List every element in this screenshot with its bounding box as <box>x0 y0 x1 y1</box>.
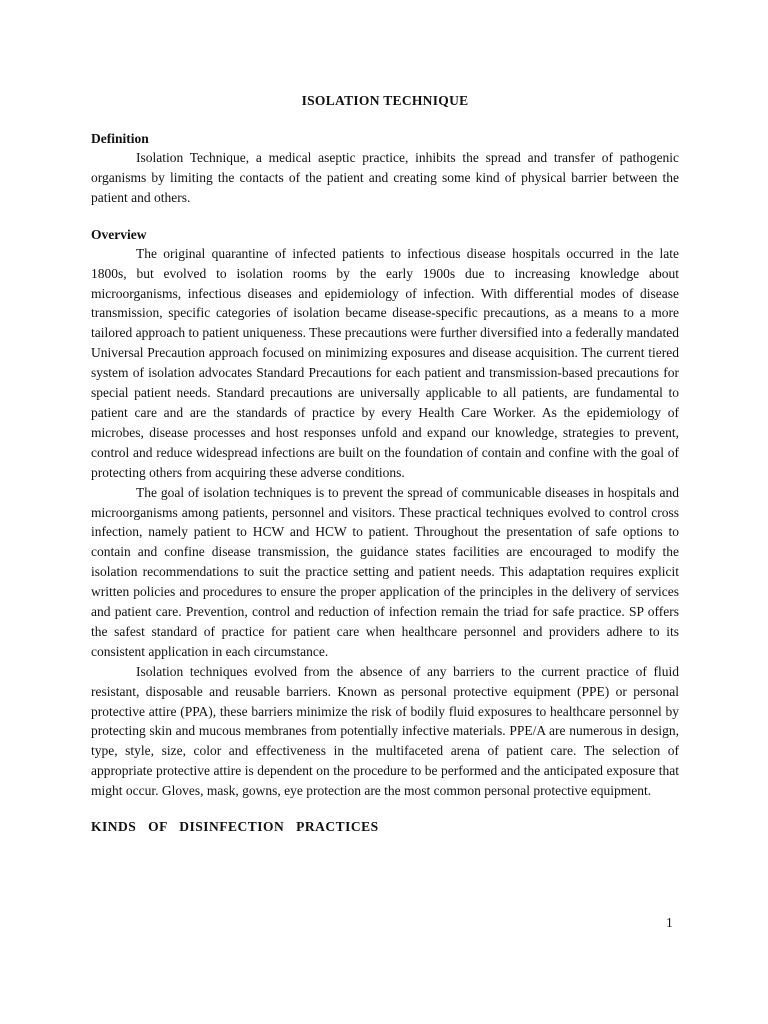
document-title: ISOLATION TECHNIQUE <box>301 93 469 108</box>
overview-paragraph-1: The original quarantine of infected patients to infectious disease hospitals occurred in the late 1800s, but evolved to isolation rooms by the early 1900s due to increasing knowledge about microorganisms, infectious diseases and epidemiology of infection. With differential modes of disease transmission, specific categories of isolation became disease-specific precautions, as a means to a more tailored approach to patient uniqueness. These precautions were further diversified into a federally mandated Universal Precaution approach focused on minimizing exposures and disease acquisition. The current tiered system of isolation advocates Standard Precautions for each patient and transmission-based precautions for special patient needs. Standard precautions are universally applicable to all patients, are fundamental to patient care and are the standards of practice by every Health Care Worker. As the epidemiology of microbes, disease processes and host responses unfold and expand our knowledge, strategies to prevent, control and reduce widespread infections are built on the foundation of contain and confine with the goal of protecting others from acquiring these adverse conditions. <box>91 245 679 480</box>
overview-paragraph-3: Isolation techniques evolved from the absence of any barriers to the current practice of fluid resistant, disposable and reusable barriers. Known as personal protective equipment (PPE) or personal protective attire (PPA), these barriers minimize the risk of bodily fluid exposures to healthcare personnel by protecting skin and mucous membranes from potentially infective materials. PPE/A are numerous in design, type, style, size, color and effectiveness in the multifaceted arena of patient care. The selection of appropriate protective attire is dependent on the procedure to be performed and the anticipated exposure that might occur. Gloves, mask, gowns, eye protection are the most common personal protective equipment. <box>91 663 679 799</box>
overview-paragraph-2: The goal of isolation techniques is to prevent the spread of communicable diseases in hospitals and microorganisms among patients, personnel and visitors. These practical techniques evolved to control cross infection, namely patient to HCW and HCW to patient. Throughout the presentation of safe options to contain and confine disease transmission, the guidance states facilities are encouraged to modify the isolation recommendations to suit the practice setting and patient needs. This adaptation requires explicit written policies and procedures to ensure the proper application of the principles in the delivery of services and patient care. Prevention, control and reduction of infection remain the triad for safe practice. SP offers the safest standard of practice for patient care when healthcare personnel and providers adhere to its consistent application in each circumstance. <box>91 484 679 659</box>
definition-heading: Definition <box>91 131 149 146</box>
page-number: 1 <box>666 915 673 930</box>
kinds-of-disinfection-heading: KINDS OF DISINFECTION PRACTICES <box>91 819 379 835</box>
document-body <box>91 92 679 836</box>
overview-heading: Overview <box>91 226 147 242</box>
definition-paragraph: Isolation Technique, a medical aseptic practice, inhibits the spread and transfer of pathogenic organisms by limiting the contacts of the patient and creating some kind of physical barrier between the patient and others. <box>91 150 679 205</box>
